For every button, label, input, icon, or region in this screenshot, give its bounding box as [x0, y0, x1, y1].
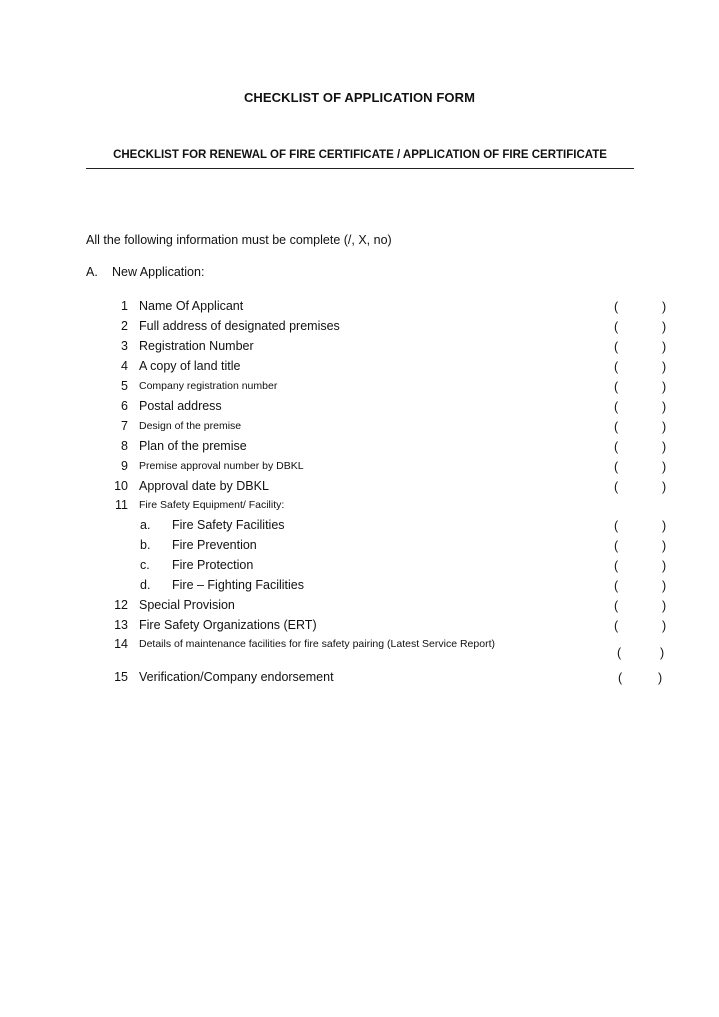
- checklist-item: [0, 439, 719, 457]
- subitem-label: Fire Protection: [172, 558, 254, 572]
- checkbox-open-bracket[interactable]: (: [614, 360, 619, 374]
- checkbox-open-bracket[interactable]: (: [614, 460, 619, 474]
- instruction-text: All the following information must be complete (/, X, no): [86, 233, 392, 247]
- checkbox-open-bracket[interactable]: (: [614, 340, 619, 354]
- checkbox-close-bracket: ): [662, 519, 667, 533]
- checklist-item: [0, 670, 719, 688]
- checkbox-open-bracket[interactable]: (: [614, 519, 619, 533]
- checkbox-open-bracket[interactable]: (: [617, 646, 622, 660]
- item-number: 15: [114, 670, 128, 684]
- subitem-label: Fire Safety Facilities: [172, 518, 285, 532]
- checkbox-open-bracket[interactable]: (: [614, 320, 619, 334]
- subitem-letter: b.: [140, 538, 151, 552]
- checkbox-close-bracket: ): [662, 380, 667, 394]
- checkbox-close-bracket: ): [662, 579, 667, 593]
- checklist-item: [0, 479, 719, 497]
- checkbox-open-bracket[interactable]: (: [614, 599, 619, 613]
- section-letter: A.: [86, 265, 98, 279]
- checkbox-close-bracket: ): [662, 480, 667, 494]
- item-number: 13: [114, 618, 128, 632]
- checklist-item: [0, 618, 719, 636]
- checkbox-open-bracket[interactable]: (: [614, 400, 619, 414]
- checkbox-close-bracket: ): [662, 340, 667, 354]
- item-label: Approval date by DBKL: [139, 479, 269, 493]
- checkbox-close-bracket: ): [662, 599, 667, 613]
- checklist-item: [0, 359, 719, 377]
- checkbox-open-bracket[interactable]: (: [614, 300, 619, 314]
- item-label: Full address of designated premises: [139, 319, 340, 333]
- checkbox-open-bracket[interactable]: (: [614, 579, 619, 593]
- checklist-item: [0, 419, 719, 437]
- checkbox-open-bracket[interactable]: (: [614, 440, 619, 454]
- checkbox-open-bracket[interactable]: (: [614, 380, 619, 394]
- item-label: Details of maintenance facilities for fire safety pairing (Latest Service Report): [139, 638, 495, 650]
- checklist-item: [0, 498, 719, 516]
- checklist-item: [0, 319, 719, 337]
- section-label: New Application:: [112, 265, 205, 279]
- checklist-item: [0, 379, 719, 397]
- checkbox-close-bracket: ): [662, 440, 667, 454]
- item-number: 12: [114, 598, 128, 612]
- subitem-letter: d.: [140, 578, 151, 592]
- checkbox-close-bracket: ): [662, 460, 667, 474]
- checkbox-close-bracket: ): [662, 360, 667, 374]
- checkbox-close-bracket: ): [662, 400, 667, 414]
- item-label: Design of the premise: [139, 420, 242, 432]
- checklist-item: [0, 459, 719, 477]
- checkbox-open-bracket[interactable]: (: [614, 480, 619, 494]
- checkbox-close-bracket: ): [660, 646, 665, 660]
- checklist-subitem: [0, 578, 719, 596]
- checkbox-open-bracket[interactable]: (: [614, 420, 619, 434]
- checkbox-close-bracket: ): [662, 559, 667, 573]
- checklist-item: [0, 299, 719, 317]
- item-number: 10: [114, 479, 128, 493]
- item-number: 9: [121, 459, 128, 473]
- item-number: 2: [121, 319, 128, 333]
- checklist-subitem: [0, 538, 719, 556]
- item-label: Premise approval number by DBKL: [139, 460, 304, 472]
- item-number: 8: [121, 439, 128, 453]
- page-subtitle: CHECKLIST FOR RENEWAL OF FIRE CERTIFICATE / APPLICATION OF FIRE CERTIFICATE: [113, 149, 607, 161]
- item-number: 1: [121, 299, 128, 313]
- item-number: 4: [121, 359, 128, 373]
- checklist-item: [0, 598, 719, 616]
- checklist-subitem: [0, 518, 719, 536]
- subitem-label: Fire – Fighting Facilities: [172, 578, 304, 592]
- subitem-letter: a.: [140, 518, 151, 532]
- checklist-item: [0, 637, 719, 669]
- item-label: Special Provision: [139, 598, 235, 612]
- item-number: 14: [114, 637, 128, 651]
- checkbox-close-bracket: ): [658, 671, 663, 685]
- item-number: 7: [121, 419, 128, 433]
- subtitle-underline: [86, 168, 634, 169]
- checkbox-close-bracket: ): [662, 539, 667, 553]
- checkbox-close-bracket: ): [662, 420, 667, 434]
- item-label: Fire Safety Organizations (ERT): [139, 618, 317, 632]
- item-number: 5: [121, 379, 128, 393]
- checkbox-open-bracket[interactable]: (: [614, 559, 619, 573]
- item-label: Fire Safety Equipment/ Facility:: [139, 499, 285, 511]
- checklist-subitem: [0, 558, 719, 576]
- item-label: Postal address: [139, 399, 222, 413]
- checkbox-open-bracket[interactable]: (: [618, 671, 623, 685]
- item-label: Company registration number: [139, 380, 278, 392]
- checkbox-open-bracket[interactable]: (: [614, 619, 619, 633]
- item-number: 6: [121, 399, 128, 413]
- item-number: 3: [121, 339, 128, 353]
- item-label: A copy of land title: [139, 359, 241, 373]
- checkbox-close-bracket: ): [662, 619, 667, 633]
- item-label: Plan of the premise: [139, 439, 247, 453]
- checkbox-close-bracket: ): [662, 320, 667, 334]
- subitem-letter: c.: [140, 558, 150, 572]
- item-number: 11: [115, 498, 128, 512]
- checkbox-close-bracket: ): [662, 300, 667, 314]
- page-title: CHECKLIST OF APPLICATION FORM: [243, 90, 476, 105]
- checklist-item: [0, 399, 719, 417]
- item-label: Name Of Applicant: [139, 299, 244, 313]
- item-label: Verification/Company endorsement: [139, 670, 334, 684]
- subitem-label: Fire Prevention: [172, 538, 257, 552]
- item-label: Registration Number: [139, 339, 254, 353]
- checkbox-open-bracket[interactable]: (: [614, 539, 619, 553]
- checklist-item: [0, 339, 719, 357]
